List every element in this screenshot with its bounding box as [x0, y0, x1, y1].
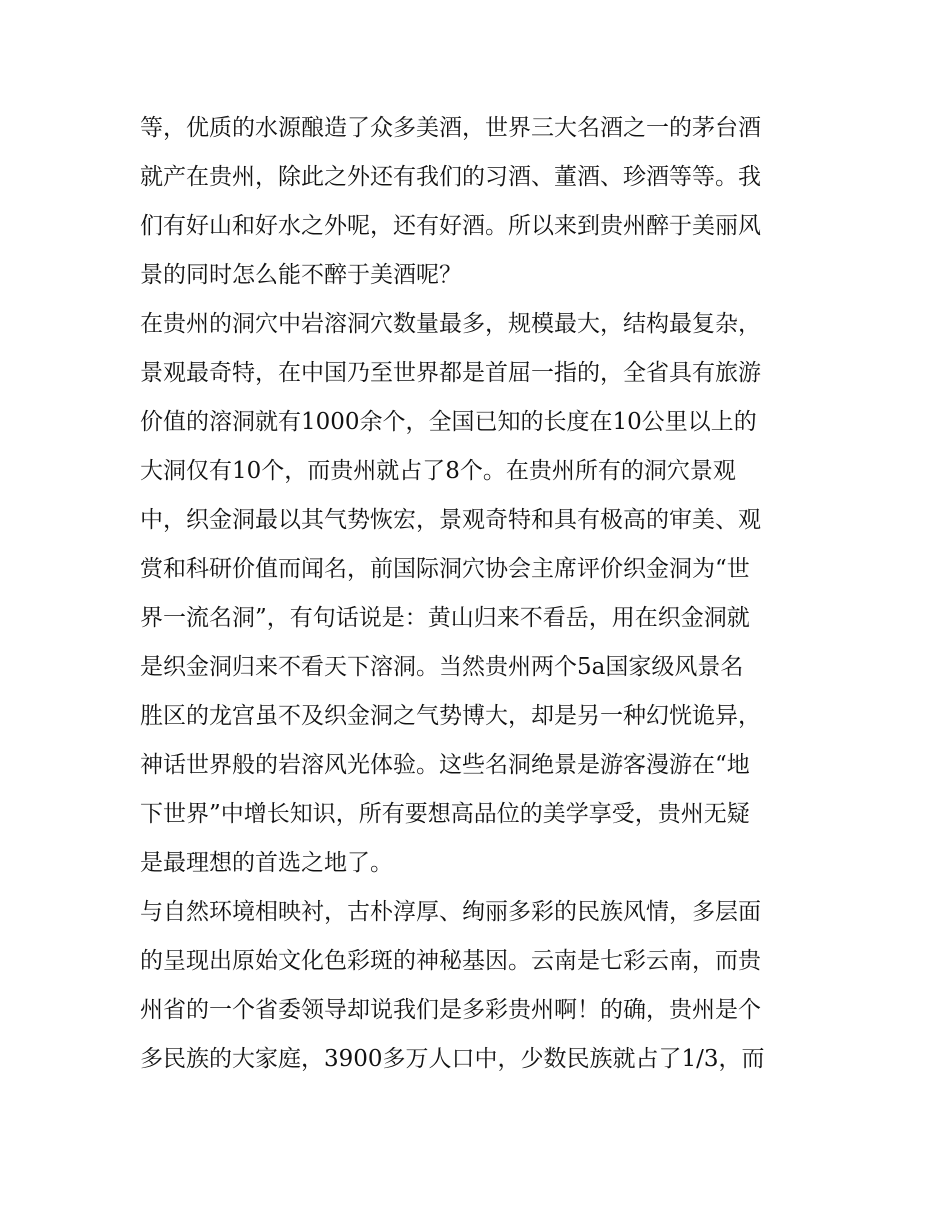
- text-line: 在贵州的洞穴中岩溶洞穴数量最多，规模最大，结构最复杂，: [140, 311, 761, 337]
- text-line: 就产在贵州，除此之外还有我们的习酒、董酒、珍酒等等。我: [140, 164, 761, 190]
- text-line: 们有好山和好水之外呢，还有好酒。所以来到贵州醉于美丽风: [140, 213, 761, 239]
- text-line: 大洞仅有10个，而贵州就占了8个。在贵州所有的洞穴景观: [140, 458, 736, 484]
- text-line: 多民族的大家庭，3900多万人口中，少数民族就占了1/3，而: [140, 1046, 765, 1072]
- text-line: 下世界”中增长知识，所有要想高品位的美学享受，贵州无疑: [140, 801, 750, 827]
- text-line: 等，优质的水源酿造了众多美酒，世界三大名酒之一的茅台酒: [140, 115, 761, 141]
- text-line: 景的同时怎么能不醉于美酒呢？: [140, 262, 462, 288]
- text-line: 价值的溶洞就有1000余个，全国已知的长度在10公里以上的: [140, 409, 757, 435]
- text-line: 胜区的龙宫虽不及织金洞之气势博大，却是另一种幻恍诡异，: [140, 703, 761, 729]
- text-line: 是织金洞归来不看天下溶洞。当然贵州两个5a国家级风景名: [140, 654, 744, 680]
- text-line: 界一流名洞”，有句话说是：黄山归来不看岳，用在织金洞就: [140, 605, 750, 631]
- text-line: 是最理想的首选之地了。: [140, 850, 393, 876]
- text-line: 州省的一个省委领导却说我们是多彩贵州啊！的确，贵州是个: [140, 997, 761, 1023]
- text-line: 景观最奇特，在中国乃至世界都是首屈一指的，全省具有旅游: [140, 360, 761, 386]
- text-line: 与自然环境相映衬，古朴淳厚、绚丽多彩的民族风情，多层面: [140, 899, 761, 925]
- text-line: 赏和科研价值而闻名，前国际洞穴协会主席评价织金洞为“世: [140, 556, 750, 582]
- body-text: [140, 104, 820, 1084]
- text-line: 神话世界般的岩溶风光体验。这些名洞绝景是游客漫游在“地: [140, 752, 750, 778]
- text-line: 的呈现出原始文化色彩斑的神秘基因。云南是七彩云南，而贵: [140, 948, 761, 974]
- text-line: 中，织金洞最以其气势恢宏，景观奇特和具有极高的审美、观: [140, 507, 761, 533]
